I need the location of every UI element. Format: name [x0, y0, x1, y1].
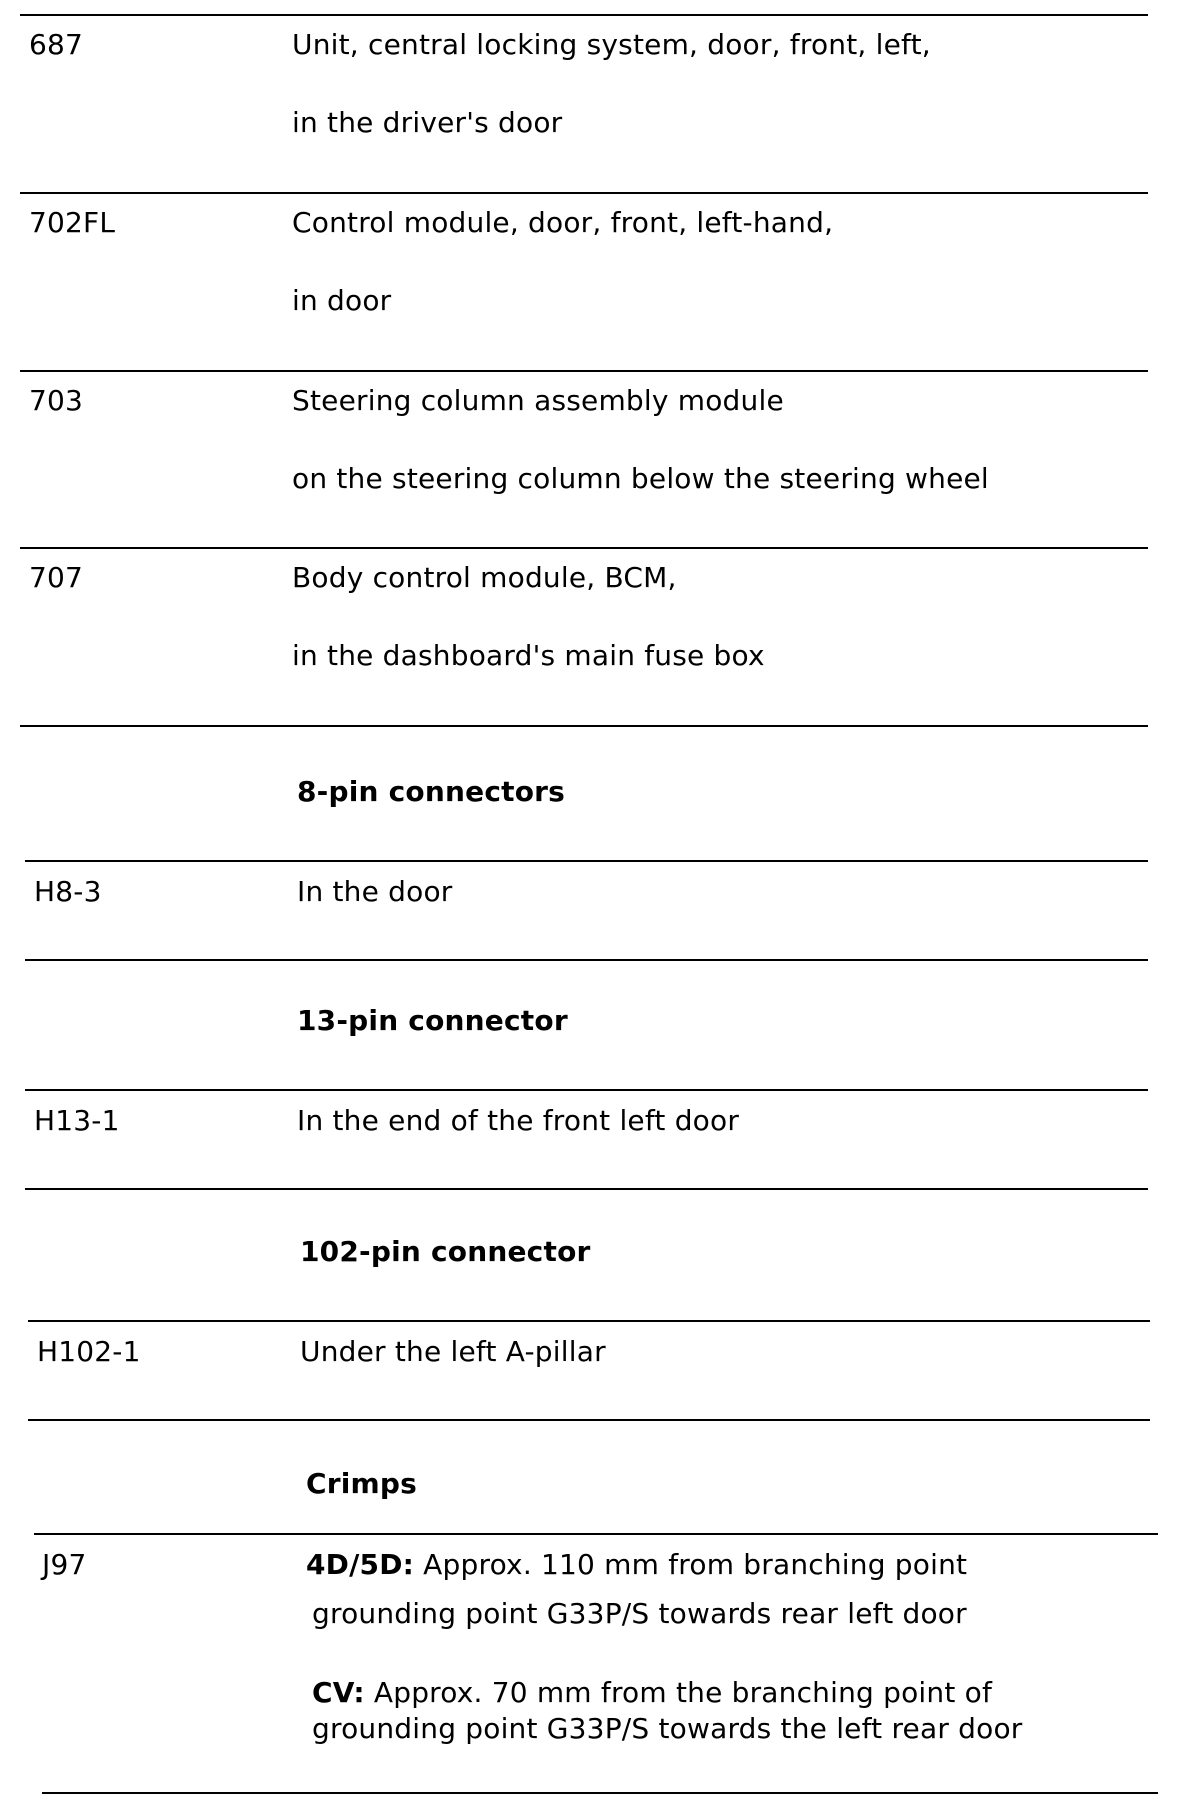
component-code: 703 — [29, 384, 84, 417]
crimp-variant-text: grounding point G33P/S towards rear left door — [312, 1597, 967, 1630]
table-rule — [20, 725, 1148, 727]
component-location: in the driver's door — [292, 106, 563, 139]
table-rule — [34, 1533, 1158, 1535]
section-heading: Crimps — [306, 1467, 418, 1500]
table-rule — [25, 1188, 1148, 1190]
section-heading: 13-pin connector — [297, 1004, 568, 1037]
component-location: in the dashboard's main fuse box — [292, 639, 765, 672]
table-rule — [20, 14, 1148, 16]
table-rule — [28, 1419, 1150, 1421]
component-location: in door — [292, 284, 392, 317]
crimp-variant-text: Approx. 110 mm from branching point — [414, 1548, 968, 1581]
table-rule — [20, 370, 1148, 372]
section-heading: 102-pin connector — [300, 1235, 591, 1268]
table-rule — [20, 547, 1148, 549]
table-rule — [25, 1089, 1148, 1091]
component-description: Control module, door, front, left-hand, — [292, 206, 834, 239]
component-description: Body control module, BCM, — [292, 561, 677, 594]
component-description: Unit, central locking system, door, front, left, — [292, 28, 931, 61]
connector-location: In the door — [297, 875, 453, 908]
crimp-variant-text: grounding point G33P/S towards the left rear door — [312, 1712, 1023, 1745]
table-rule — [25, 959, 1148, 961]
connector-location: In the end of the front left door — [297, 1104, 740, 1137]
crimp-variant-line — [306, 1548, 967, 1582]
crimp-code: J97 — [42, 1548, 87, 1581]
crimp-variant-text: Approx. 70 mm from the branching point of — [364, 1676, 993, 1709]
crimp-variant-line — [312, 1676, 992, 1710]
component-code: 687 — [29, 28, 84, 61]
component-code: 707 — [29, 561, 84, 594]
crimp-variant-label: CV: — [312, 1676, 365, 1709]
table-rule — [20, 192, 1148, 194]
connector-code: H8-3 — [34, 875, 102, 908]
connector-code: H13-1 — [34, 1104, 120, 1137]
crimp-variant-label: 4D/5D: — [306, 1548, 415, 1581]
component-description: Steering column assembly module — [292, 384, 784, 417]
section-heading: 8-pin connectors — [297, 775, 566, 808]
table-rule — [28, 1320, 1150, 1322]
connector-location: Under the left A-pillar — [300, 1335, 606, 1368]
table-rule — [25, 860, 1148, 862]
table-rule — [42, 1792, 1158, 1794]
component-code: 702FL — [29, 206, 116, 239]
connector-code: H102-1 — [37, 1335, 141, 1368]
component-location: on the steering column below the steering wheel — [292, 462, 989, 495]
